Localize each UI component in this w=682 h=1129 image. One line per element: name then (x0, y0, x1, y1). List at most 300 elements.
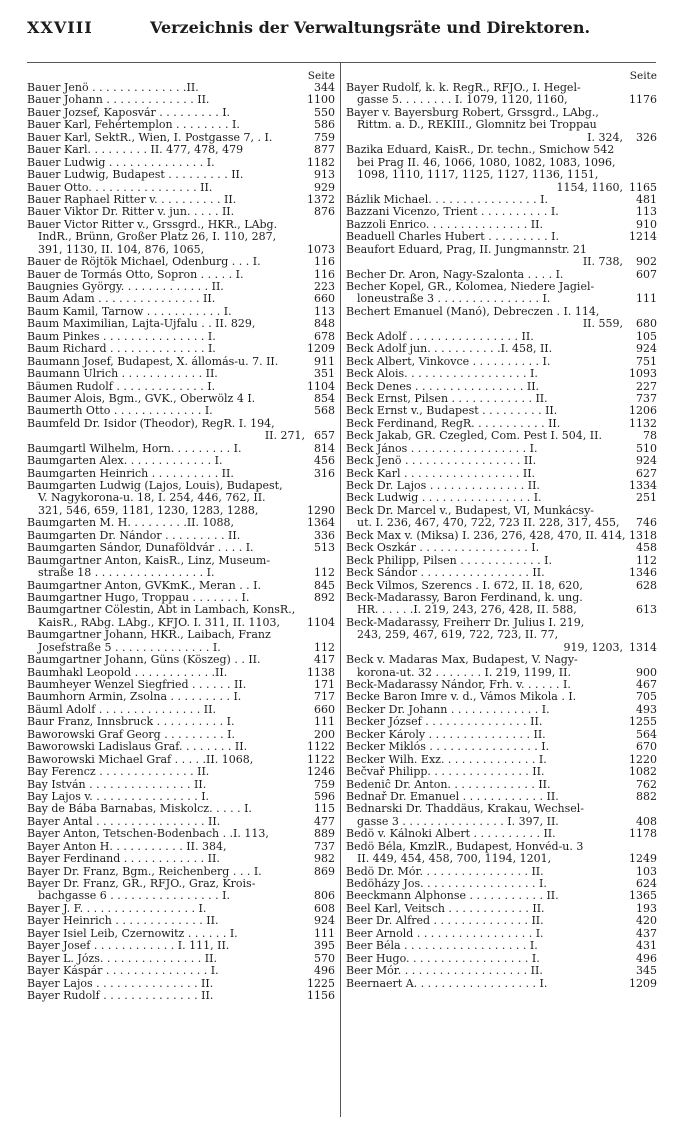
entry-line-text: Beck Alois. . . . . . . . . . . . . . . . . . I. (346, 368, 538, 381)
entry-text (27, 144, 335, 156)
entry-text (346, 890, 657, 902)
entry-text (27, 915, 335, 927)
entry-line-text: Baumheyer Wenzel Siegfried . . . . . . II. (27, 679, 247, 691)
page-reference: 877 (314, 144, 335, 157)
entry-text (27, 281, 335, 293)
page-reference: 929 (314, 181, 335, 194)
page-reference: 1214 (629, 231, 657, 244)
entry-line-text: 1098, 1110, 1117, 1125, 1127, 1136, 1151, (357, 169, 599, 182)
entry-line-text: Beernaert A. . . . . . . . . . . . . . . . . . I. (346, 977, 548, 990)
entry-line-text: Bayer Antal . . . . . . . . . . . . . . . . II. (27, 815, 221, 828)
index-entry (27, 592, 335, 604)
entry-text (346, 754, 657, 766)
page-reference: 456 (314, 455, 335, 468)
index-column-right (346, 70, 657, 990)
entry-line-text: Baumgarten M. H. . . . . . . . .II. 1088, (27, 517, 234, 530)
entry-text (27, 965, 335, 977)
entry-line-text: Bay Ferencz . . . . . . . . . . . . . . II. (27, 766, 210, 779)
entry-text (346, 704, 657, 716)
index-entry (27, 194, 335, 206)
index-entry (346, 878, 657, 890)
entry-text (346, 716, 657, 728)
entry-line-text: Bayer Dr. Franz, GR., RFJO., Graz, Krois- (27, 878, 256, 890)
index-entry (346, 381, 657, 393)
index-entry (27, 269, 335, 281)
page-reference: 900 (636, 666, 657, 679)
index-entry (27, 629, 335, 654)
entry-line-text: IndR., Brünn, Großer Platz 26, I. 110, 287, (38, 231, 277, 244)
index-entry (27, 791, 335, 803)
entry-text (346, 405, 657, 417)
page-reference: 111 (314, 716, 335, 729)
entry-text (27, 368, 335, 380)
index-entry (346, 704, 657, 716)
entry-text (27, 903, 335, 915)
entry-line-text: Beck Jenö . . . . . . . . . . . . . . . . . II. (346, 455, 537, 468)
entry-line-text: Beck Ernst, Pilsen . . . . . . . . . . . . II. (346, 392, 548, 405)
entry-text (27, 766, 335, 778)
entry-text (27, 928, 335, 940)
entry-line-text: Baumgarten Alex. . . . . . . . . . . . . I. (27, 455, 223, 468)
index-entry (346, 368, 657, 380)
page-reference: 116 (314, 268, 335, 281)
entry-text (346, 803, 657, 815)
page-reference: 1122 (307, 753, 335, 766)
page-reference: 889 (314, 828, 335, 841)
entry-line-text: II. 738, (582, 256, 623, 269)
entry-text (27, 978, 335, 990)
entry-line-text: bei Prag II. 46, 1066, 1080, 1082, 1083, 1096, (357, 156, 616, 169)
entry-text (27, 679, 335, 691)
entry-line-text: Bayer Josef . . . . . . . . . . . . I. 111, II. (27, 940, 230, 953)
page-reference: 586 (314, 119, 335, 132)
page-reference: 113 (636, 206, 657, 219)
index-entry (346, 953, 657, 965)
entry-line-text: korona-ut. 32 . . . . . . . I. 219, 1199, II. (357, 666, 571, 679)
entry-line-text: Bayer Anton H. . . . . . . . . . . II. 384, (27, 840, 227, 853)
index-entry (27, 530, 335, 542)
page-reference: 193 (636, 902, 657, 915)
entry-line-text: Bauer Karl, SektR., Wien, I. Postgasse 7, . I. (27, 131, 273, 144)
index-entry (27, 343, 335, 355)
entry-text (27, 791, 335, 803)
entry-line-text: gasse 3 . . . . . . . . . . . . . . . I. 397, II. (357, 815, 559, 828)
entry-continuation (346, 132, 657, 144)
page-reference: 113 (314, 305, 335, 318)
page-reference: 613 (636, 604, 657, 617)
entry-continuation (346, 629, 657, 641)
entry-text (346, 592, 657, 604)
entry-line-text: Becker Károly . . . . . . . . . . . . . . . II. (346, 728, 546, 741)
entry-line-text: Baum Richard . . . . . . . . . . . . . . I. (27, 343, 216, 356)
index-entry (27, 729, 335, 741)
page-reference: 568 (314, 405, 335, 418)
index-entry (346, 754, 657, 766)
index-entry (346, 542, 657, 554)
entry-line-text: Baumhorn Armin, Zsolna . . . . . . . . . I. (27, 691, 242, 704)
entry-continuation (346, 517, 657, 529)
page-reference: 564 (636, 728, 657, 741)
page-reference: 105 (636, 330, 657, 343)
page-reference: 1138 (307, 666, 335, 679)
entry-text (346, 231, 657, 243)
index-entry (346, 691, 657, 703)
entry-line-text: Bauer Jozsef, Kaposvár . . . . . . . . . I. (27, 106, 231, 119)
index-entry (27, 704, 335, 716)
index-entry (27, 119, 335, 131)
index-entry (346, 206, 657, 218)
entry-text (346, 443, 657, 455)
entry-continuation (346, 642, 657, 654)
entry-text (346, 306, 657, 318)
entry-text (27, 629, 335, 641)
index-entry (346, 555, 657, 567)
page-reference: 670 (636, 741, 657, 754)
entry-text (346, 480, 657, 492)
index-entry (27, 580, 335, 592)
entry-text (346, 468, 657, 480)
page-reference: 458 (636, 542, 657, 555)
entry-line-text: Bauer Otto. . . . . . . . . . . . . . . . II. (27, 181, 213, 194)
page-reference: 431 (636, 940, 657, 953)
entry-line-text: Bayer L. Józs. . . . . . . . . . . . . . . II. (27, 952, 217, 965)
page-reference: 200 (314, 728, 335, 741)
index-entry (27, 803, 335, 815)
entry-text (27, 604, 335, 616)
entry-text (27, 256, 335, 268)
index-entry (346, 418, 657, 430)
entry-text (27, 318, 335, 330)
page-reference: 493 (636, 703, 657, 716)
index-entry (27, 468, 335, 480)
page-reference: 550 (314, 106, 335, 119)
page-reference: 1209 (629, 977, 657, 990)
entry-text (27, 654, 335, 666)
entry-line-text: Baworowski Ladislaus Graf. . . . . . . . II. (27, 741, 248, 754)
page-reference: 1104 (307, 616, 335, 629)
entry-line-text: Bauer Karl. . . . . . . . . II. 477, 478, 479 (27, 144, 244, 157)
page-reference: 510 (636, 442, 657, 455)
entry-text (27, 269, 335, 281)
entry-text (346, 381, 657, 393)
index-entry (27, 555, 335, 580)
entry-text (27, 107, 335, 119)
entry-line-text: Josefstraße 5 . . . . . . . . . . . . . . I. (38, 641, 221, 654)
entry-text (27, 866, 335, 878)
entry-continuation (27, 231, 335, 243)
entry-line-text: Bazzoli Enrico. . . . . . . . . . . . . . . II. (346, 218, 543, 231)
entry-text (27, 754, 335, 766)
page-reference: 481 (636, 193, 657, 206)
page-header (0, 18, 682, 42)
entry-line-text: Baumhakl Leopold . . . . . . . . . . . .II. (27, 666, 228, 679)
page-reference: 1132 (629, 417, 657, 430)
entry-text (27, 418, 335, 430)
entry-line-text: Baumgarten Dr. Nándor . . . . . . . . . II. (27, 529, 241, 542)
entry-line-text: Bauer de Röjtök Michael, Ödenburg . . . I. (27, 256, 261, 269)
entry-text (27, 953, 335, 965)
entry-text (346, 978, 657, 990)
entry-line-text: Becker Wilh. Exz. . . . . . . . . . . . . . I. (346, 753, 547, 766)
entry-text (27, 990, 335, 1002)
page-reference: 751 (636, 355, 657, 368)
entry-line-text: Bayer Ferdinand . . . . . . . . . . . . II. (27, 853, 220, 866)
entry-line-text: 243, 259, 467, 619, 722, 723, II. 77, (357, 629, 559, 642)
entry-text (346, 269, 657, 281)
index-entry (346, 468, 657, 480)
entry-line-text: Baumann Ulrich . . . . . . . . . . . . II. (27, 368, 218, 381)
page-reference: 1372 (307, 193, 335, 206)
entry-line-text: II. 271, (264, 430, 305, 443)
entry-line-text: Beer Arnold . . . . . . . . . . . . . . . . . I. (346, 927, 544, 940)
entry-line-text: Beck Karl . . . . . . . . . . . . . . . . . II. (346, 467, 536, 480)
entry-line-text: Baumgartner Johann, Güns (Köszeg) . . II. (27, 654, 261, 667)
entry-line-text: Bayer Anton, Tetschen-Bodenbach . .I. 113, (27, 828, 269, 841)
index-entry (346, 567, 657, 579)
entry-line-text: Becker Dr. Johann . . . . . . . . . . . . . I. (346, 703, 550, 716)
index-entry (27, 405, 335, 417)
page-reference: 223 (314, 281, 335, 293)
entry-line-text: Bečvař Philipp. . . . . . . . . . . . . . . II. (346, 766, 545, 779)
entry-text (346, 729, 657, 741)
entry-text (27, 82, 335, 94)
entry-line-text: V. Nagykorona-u. 18, I. 254, 446, 762, II. (38, 492, 266, 505)
index-entry (346, 791, 657, 803)
entry-line-text: Bayer Káspár . . . . . . . . . . . . . . . I. (27, 965, 219, 978)
page-reference: 746 (636, 517, 657, 530)
entry-line-text: Bauer Viktor Dr. Ritter v. jun. . . . . II. (27, 206, 235, 219)
entry-line-text: Beck Adolf . . . . . . . . . . . . . . . . II. (346, 330, 534, 343)
entry-line-text: Bauer Victor Ritter v., Grssgrd., HKR., LAbg. (27, 218, 278, 231)
entry-line-text: Baumgartner Anton, GVKmK., Meran . . I. (27, 579, 262, 592)
entry-continuation (346, 667, 657, 679)
entry-text (27, 306, 335, 318)
entry-line-text: Becke Baron Imre v. d., Vámos Mikola . I. (346, 691, 577, 704)
entry-text (346, 679, 657, 691)
entry-line-text: II. 559, (582, 318, 623, 331)
entry-line-text: Baum Kamil, Tarnow . . . . . . . . . . . I. (27, 305, 232, 318)
index-entry (27, 903, 335, 915)
page-reference: 336 (314, 529, 335, 542)
page-reference: 227 (636, 380, 657, 393)
entry-line-text: Baumerth Otto . . . . . . . . . . . . . I. (27, 405, 213, 418)
entry-text (27, 716, 335, 728)
entry-text (27, 828, 335, 840)
entry-text (346, 928, 657, 940)
page-reference: 845 (314, 579, 335, 592)
index-entry (346, 716, 657, 728)
entry-line-text: II. 449, 454, 458, 700, 1194, 1201, (357, 853, 552, 866)
page-reference: 628 (636, 579, 657, 592)
entry-continuation (27, 492, 335, 504)
entry-continuation (27, 642, 335, 654)
index-entry (27, 828, 335, 840)
index-entry (27, 381, 335, 393)
entry-line-text: Beck János . . . . . . . . . . . . . . . . . I. (346, 442, 538, 455)
index-entry (27, 766, 335, 778)
index-entry (346, 779, 657, 791)
index-entry (27, 144, 335, 156)
entry-line-text: loneustraße 3 . . . . . . . . . . . . . . . I. (357, 293, 551, 306)
page-reference: 513 (314, 542, 335, 555)
page-reference: 1364 (307, 517, 335, 530)
page-reference: 607 (636, 268, 657, 281)
page-reference: 854 (314, 392, 335, 405)
entry-line-text: Bedö Béla, KmzlR., Budapest, Honvéd-u. 3 (346, 840, 584, 853)
page-reference: 1255 (629, 716, 657, 729)
index-entry (27, 779, 335, 791)
index-entry (27, 443, 335, 455)
page-reference: 1290 (307, 504, 335, 517)
entry-line-text: Beel Karl, Veitsch . . . . . . . . . . . . II. (346, 902, 545, 915)
entry-text (27, 219, 335, 231)
entry-text (27, 542, 335, 554)
entry-list (346, 82, 657, 990)
page-reference: 1082 (629, 766, 657, 779)
page-reference: 982 (314, 853, 335, 866)
index-entry (27, 318, 335, 330)
entry-line-text: Baum Adam . . . . . . . . . . . . . . . II. (27, 293, 216, 306)
entry-line-text: 919, 1203, (563, 641, 623, 654)
entry-text (346, 393, 657, 405)
entry-line-text: Baumgarten Sándor, Dunaföldvár . . . . I. (27, 542, 254, 555)
index-entry (27, 480, 335, 517)
page-reference: 345 (636, 965, 657, 978)
entry-text (27, 94, 335, 106)
entry-text (346, 965, 657, 977)
index-entry (346, 393, 657, 405)
entry-line-text: Bechert Emanuel (Manó), Debreczen . I. 114, (346, 305, 600, 318)
entry-line-text: bachgasse 6 . . . . . . . . . . . . . . . . I. (38, 890, 230, 903)
entry-text (346, 492, 657, 504)
entry-line-text: Rittm. a. D., REKIII., Glomnitz bei Troppau (357, 119, 597, 132)
index-entry (346, 492, 657, 504)
page-reference: 1246 (307, 766, 335, 779)
page-reference: 911 (314, 355, 335, 368)
index-entry (27, 94, 335, 106)
entry-text (346, 331, 657, 343)
index-entry (346, 741, 657, 753)
entry-line-text: Becher Dr. Aron, Nagy-Szalonta . . . . I. (346, 268, 564, 281)
index-entry (346, 219, 657, 231)
entry-continuation (346, 157, 657, 169)
entry-continuation (346, 293, 657, 305)
index-entry (346, 903, 657, 915)
index-entry (346, 803, 657, 828)
entry-text (27, 468, 335, 480)
index-entry (346, 940, 657, 952)
entry-text (346, 654, 657, 666)
entry-text (27, 480, 335, 492)
entry-line-text: ut. I. 236, 467, 470, 722, 723 II. 228, 317, 455, (357, 517, 620, 530)
index-entry (346, 828, 657, 840)
entry-line-text: Bauer Jenö . . . . . . . . . . . . . .II. (27, 82, 199, 94)
entry-line-text: Beer Béla . . . . . . . . . . . . . . . . . . I. (346, 940, 538, 953)
entry-line-text: Beck Dr. Lajos . . . . . . . . . . . . . . II. (346, 480, 540, 492)
entry-line-text: Becker Miklós . . . . . . . . . . . . . . . . I. (346, 741, 550, 754)
index-entry (346, 82, 657, 107)
index-entry (346, 866, 657, 878)
entry-line-text: gasse 5. . . . . . . . I. 1079, 1120, 1160, (357, 94, 568, 107)
index-column-left (27, 70, 335, 1002)
page-reference: 910 (636, 218, 657, 231)
index-entry (27, 928, 335, 940)
page-reference: 115 (314, 803, 335, 816)
entry-line-text: I. 324, (587, 131, 623, 144)
index-entry (346, 343, 657, 355)
page-reference: 111 (314, 927, 335, 940)
index-entry (27, 878, 335, 903)
entry-text (27, 405, 335, 417)
page-number: XXVIII (27, 18, 93, 37)
page-reference: 420 (636, 915, 657, 928)
entry-line-text: Bauer Raphael Ritter v. . . . . . . . . . II. (27, 193, 237, 206)
entry-line-text: Baumgartner Hugo, Troppau . . . . . . . I. (27, 591, 250, 604)
entry-text (27, 878, 335, 890)
index-entry (346, 231, 657, 243)
page-reference: 78 (643, 430, 657, 443)
entry-line-text: Bay István . . . . . . . . . . . . . . . II. (27, 778, 207, 791)
index-entry (346, 729, 657, 741)
entry-line-text: Bedeniĉ Dr. Anton. . . . . . . . . . . . . II. (346, 778, 551, 791)
entry-text (346, 766, 657, 778)
entry-line-text: Bednarski Dr. Thaddäus, Krakau, Wechsel- (346, 803, 584, 816)
entry-text (27, 331, 335, 343)
entry-line-text: 1154, 1160, (556, 181, 623, 194)
index-entry (346, 965, 657, 977)
index-entry (346, 269, 657, 281)
index-entry (346, 430, 657, 442)
entry-line-text: Bayer Lajos . . . . . . . . . . . . . . . II. (27, 977, 214, 990)
page-reference: 1220 (629, 753, 657, 766)
index-entry (346, 617, 657, 654)
entry-text (346, 878, 657, 890)
entry-continuation (27, 617, 335, 629)
index-entry (346, 766, 657, 778)
index-entry (27, 206, 335, 218)
page-reference: 737 (636, 392, 657, 405)
entry-text (346, 530, 657, 542)
entry-continuation (346, 816, 657, 828)
page-reference: 496 (314, 965, 335, 978)
entry-continuation (346, 169, 657, 181)
page-reference: 627 (636, 467, 657, 480)
page-reference: 848 (314, 318, 335, 331)
entry-line-text: Bedö v. Kálnoki Albert . . . . . . . . . . II. (346, 828, 556, 841)
entry-text (346, 617, 657, 629)
entry-continuation (346, 182, 657, 194)
index-entry (27, 691, 335, 703)
entry-line-text: Baumfeld Dr. Isidor (Theodor), RegR. I. 194, (27, 417, 275, 430)
entry-continuation (346, 318, 657, 330)
entry-list (27, 82, 335, 1002)
entry-line-text: Bauer Johann . . . . . . . . . . . . . II. (27, 94, 210, 107)
page-reference: 1206 (629, 405, 657, 418)
index-entry (27, 866, 335, 878)
page-reference: 1093 (629, 368, 657, 381)
index-entry (346, 443, 657, 455)
entry-text (27, 206, 335, 218)
entry-text (27, 343, 335, 355)
entry-text (346, 542, 657, 554)
page-title: Verzeichnis der Verwaltungsräte und Direktoren. (150, 18, 591, 37)
entry-line-text: Baumann Josef, Budapest, X. állomás-u. 7. II. (27, 355, 279, 368)
entry-line-text: Bäuml Adolf . . . . . . . . . . . . . . . II. (27, 703, 216, 716)
entry-line-text: Bauer Ludwig, Budapest . . . . . . . . . II. (27, 169, 244, 182)
index-entry (27, 716, 335, 728)
page-reference: 660 (314, 703, 335, 716)
entry-line-text: Beck Max v. (Miksa) I. 236, 276, 428, 470, II. 414, (346, 529, 626, 542)
